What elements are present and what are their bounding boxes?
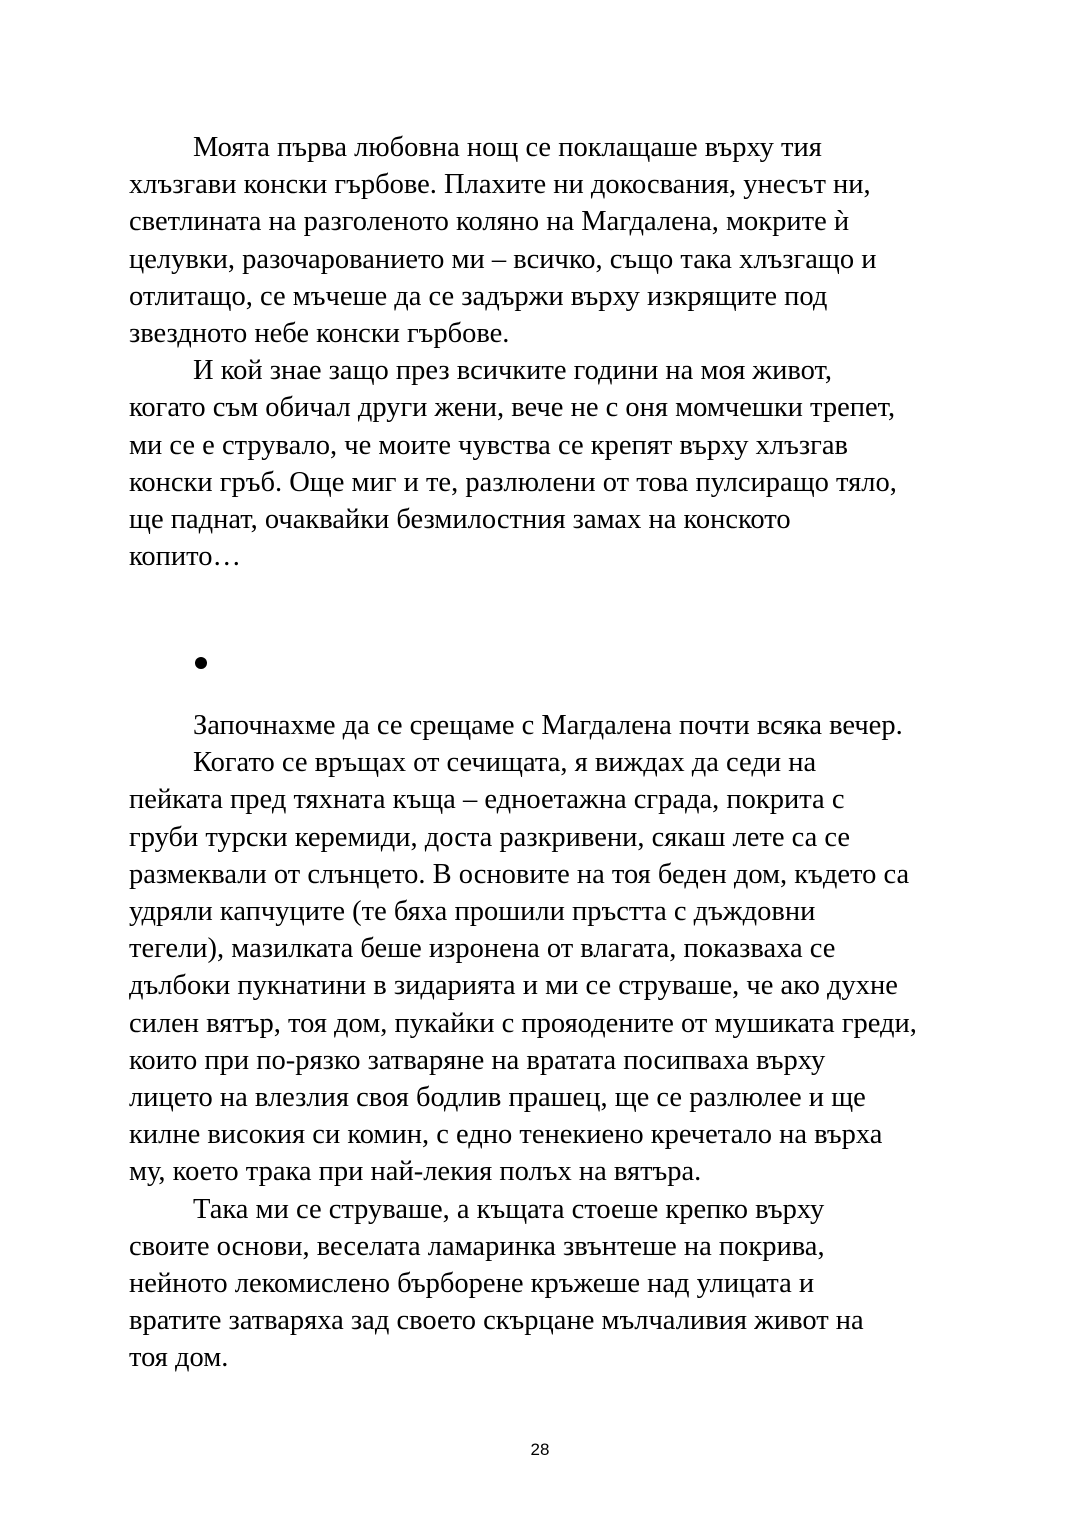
paragraph-line: удряли капчуците (те бяха прошили пръстта с дъждовни xyxy=(129,896,816,928)
paragraph-line: Така ми се струваше, а къщата стоеше крепко върху xyxy=(193,1193,825,1225)
paragraph-line: нейното лекомислено бърборене кръжеше над улицата и xyxy=(129,1268,815,1300)
paragraph-line: ми се е струвало, че моите чувства се крепят върху хлъзгав xyxy=(129,429,848,461)
paragraph-line: конски гръб. Още миг и те, разлюлени от това пулсиращо тяло, xyxy=(129,466,897,498)
paragraph-line: тегели), мазилката беше изронена от влагата, показваха се xyxy=(129,933,836,965)
paragraph-line: светлината на разголеното коляно на Магдалена, мокрите ѝ xyxy=(129,206,850,238)
paragraph-line: копито… xyxy=(129,541,241,573)
paragraph-line: ще паднат, очаквайки безмилостния замах на конското xyxy=(129,504,791,536)
text-section-2 xyxy=(129,707,959,1377)
text-section-1 xyxy=(129,129,959,575)
paragraph-line: Когато се връщах от сечищата, я виждах да седи на xyxy=(193,747,817,779)
paragraph-line: звездното небе конски гърбове. xyxy=(129,318,510,350)
paragraph-line: когато съм обичал други жени, вече не с оня момчешки трепет, xyxy=(129,392,896,424)
paragraph-line: Моята първа любовна нощ се поклащаше върху тия xyxy=(193,132,822,163)
paragraph-line: И кой знае защо през всичките години на моя живот, xyxy=(193,355,832,387)
paragraph-line: които при по-рязко затваряне на вратата посипваха върху xyxy=(129,1044,826,1076)
paragraph-line: пейката пред тяхната къща – едноетажна сграда, покрита с xyxy=(129,784,845,816)
section-separator-bullet xyxy=(195,657,207,669)
paragraph-line: му, което трака при най-лекия полъх на вятъра. xyxy=(129,1156,702,1188)
page-number: 28 xyxy=(530,1440,550,1459)
paragraph-line: дълбоки пукнатини в зидарията и ми се струваше, че ако духне xyxy=(129,970,898,1002)
paragraph-line: Започнахме да се срещаме с Магдалена почти всяка вечер. xyxy=(193,710,903,741)
paragraph-line: вратите затваряха зад своето скърцане мълчаливия живот на xyxy=(129,1305,864,1337)
paragraph-line: своите основи, веселата ламаринка звънтеше на покрива, xyxy=(129,1230,825,1262)
paragraph-line: хлъзгави конски гърбове. Плахите ни докосвания, унесът ни, xyxy=(129,169,871,201)
paragraph-line: килне високия си комин, с едно тенекиено кречетало на върха xyxy=(129,1119,883,1151)
paragraph-line: силен вятър, тоя дом, пукайки с прояодените от мушиката греди, xyxy=(129,1007,917,1039)
paragraph-line: лицето на влезлия своя бодлив прашец, ще се разлюлее и ще xyxy=(129,1082,866,1114)
paragraph-line: отлитащо, се мъчеше да се задържи върху изкрящите под xyxy=(129,280,828,312)
paragraph-line: целувки, разочарованието ми – всичко, също така хлъзгащо и xyxy=(129,243,877,275)
paragraph-line: размеквали от слънцето. В основите на тоя беден дом, където са xyxy=(129,858,910,890)
paragraph-line: тоя дом. xyxy=(129,1342,229,1374)
paragraph-line: груби турски керемиди, доста разкривени, сякаш лете са се xyxy=(129,821,851,853)
